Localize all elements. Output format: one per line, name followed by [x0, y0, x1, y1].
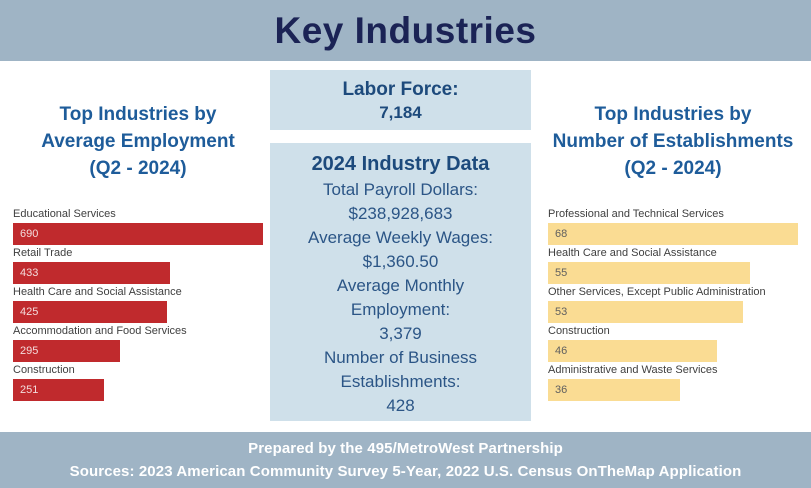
- bar: [13, 379, 104, 401]
- footer-prepared-by: Prepared by the 495/MetroWest Partnership: [248, 440, 563, 457]
- bar-row: [548, 286, 798, 323]
- bar: [548, 340, 717, 362]
- industry-data-heading: 2024 Industry Data: [311, 153, 490, 175]
- industry-data-line: $1,360.50: [362, 252, 439, 271]
- footer-sources: Sources: 2023 American Community Survey 5-Year, 2022 U.S. Census OnTheMap Application: [69, 463, 742, 480]
- industry-data-line: 3,379: [379, 324, 422, 343]
- bar-value: 690: [20, 228, 39, 240]
- center-stats-column: [270, 61, 531, 421]
- industry-data-line: Employment:: [350, 300, 451, 319]
- title-line: Top Industries by: [59, 104, 217, 125]
- bar-value: 68: [555, 228, 568, 240]
- bar-row: [548, 247, 798, 284]
- industry-data-line: Total Payroll Dollars:: [323, 180, 478, 199]
- industry-data-line: Average Weekly Wages:: [308, 228, 493, 247]
- bar: [13, 223, 263, 245]
- employment-panel: [13, 61, 263, 403]
- bar-row: [548, 208, 798, 245]
- industry-data-box: [270, 143, 531, 421]
- bar-category-label: Professional and Technical Services: [548, 208, 724, 220]
- bar-value: 425: [20, 306, 39, 318]
- bar-category-label: Construction: [13, 364, 75, 376]
- bar-row: [548, 325, 798, 362]
- bar-value: 433: [20, 267, 39, 279]
- bar-category-label: Administrative and Waste Services: [548, 364, 718, 376]
- bar-category-label: Other Services, Except Public Administration: [548, 286, 766, 298]
- footer-band: [0, 432, 811, 488]
- labor-force-box: [270, 70, 531, 130]
- bar-row: [13, 208, 263, 245]
- bar-row: [548, 364, 798, 401]
- bar-row: [13, 364, 263, 401]
- bar-value: 46: [555, 345, 568, 357]
- bar: [548, 223, 798, 245]
- title-line: Average Employment: [41, 131, 235, 152]
- bar-value: 53: [555, 306, 568, 318]
- bar-category-label: Health Care and Social Assistance: [548, 247, 717, 259]
- establishments-panel-title: [538, 101, 808, 182]
- bar-row: [13, 286, 263, 323]
- employment-bar-chart: [13, 208, 263, 401]
- header-band: [0, 0, 811, 61]
- bar-row: [13, 325, 263, 362]
- bar-category-label: Accommodation and Food Services: [13, 325, 187, 337]
- bar-category-label: Construction: [548, 325, 610, 337]
- bar-value: 295: [20, 345, 39, 357]
- bar: [13, 340, 120, 362]
- bar: [13, 301, 167, 323]
- bar-value: 55: [555, 267, 568, 279]
- bar-category-label: Retail Trade: [13, 247, 73, 259]
- bar: [13, 262, 170, 284]
- title-line: (Q2 - 2024): [89, 158, 187, 179]
- labor-force-label: Labor Force:: [342, 79, 459, 100]
- bar-category-label: Health Care and Social Assistance: [13, 286, 182, 298]
- employment-panel-title: [13, 101, 263, 182]
- bar-value: 251: [20, 384, 39, 396]
- bar: [548, 262, 750, 284]
- industry-data-line: 428: [386, 396, 415, 415]
- industry-data-line: Establishments:: [340, 372, 461, 391]
- bar: [548, 379, 680, 401]
- bar-category-label: Educational Services: [13, 208, 116, 220]
- industry-data-line: Number of Business: [323, 348, 478, 367]
- page-title: Key Industries: [274, 9, 537, 51]
- labor-force-value: 7,184: [379, 103, 422, 122]
- establishments-panel: [538, 61, 808, 403]
- establishments-bar-chart: [548, 208, 798, 401]
- industry-data-line: $238,928,683: [348, 204, 453, 223]
- bar: [548, 301, 743, 323]
- industry-data-line: Average Monthly: [336, 276, 465, 295]
- title-line: Top Industries by: [594, 104, 752, 125]
- title-line: (Q2 - 2024): [624, 158, 722, 179]
- title-line: Number of Establishments: [552, 131, 794, 152]
- bar-row: [13, 247, 263, 284]
- bar-value: 36: [555, 384, 568, 396]
